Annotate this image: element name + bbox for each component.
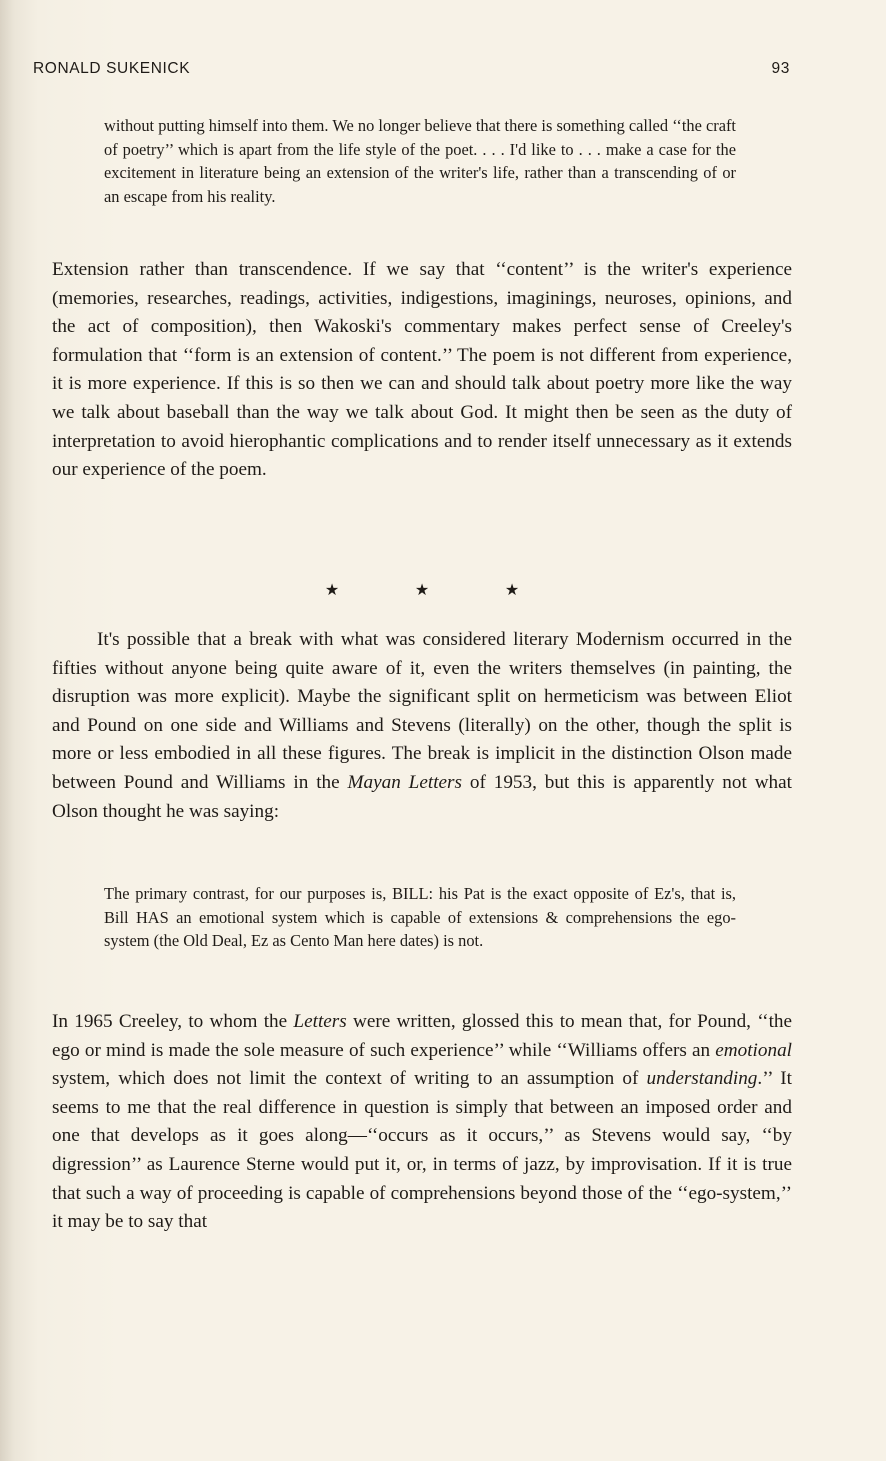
book-title-letters: Letters [293, 1011, 347, 1032]
paragraph-extension: Extension rather than transcendence. If we say that ‘‘content’’ is the writer's experience (memories, researches, readings, activities, indigestions, imaginings, neuroses, opinions, and the act of composition), then Wakoski's commentary makes perfect sense of Creeley's formulation that ‘‘form is an extension of content.’’ The poem is not different from experience, it is more experience. If this is so then we can and should talk about poetry more like the way we talk about baseball than the way we talk about God. It might then be seen as the duty of interpretation to avoid hierophantic complications and to render itself unnecessary as it extends our experience of the poem. [52, 259, 792, 481]
paragraph-text: system, which does not limit the context of writing to an assumption of [52, 1068, 647, 1090]
star-icon: ★ [504, 580, 520, 599]
paragraph-text: of 1953, but this is apparently not what Olson thought he was saying: [52, 771, 792, 822]
star-icon: ★ [414, 580, 430, 599]
paragraph-modernism-break [52, 626, 792, 826]
paragraph-text: were written, glossed this to mean that, for Pound, ‘‘the ego or mind is made the sole measure of such experience’’ while ‘‘Williams offers an [52, 1011, 793, 1061]
running-head-author: RONALD SUKENICK [33, 60, 191, 77]
block-quote-wakoski: without putting himself into them. We no longer believe that there is something called ‘‘the craft of poetry’’ which is apart from the life style of the poet. . . . I'd like to . . . make a case for the excitement in literature being an extension of the writer's life, rather than a transcending of or an escape from his reality. [104, 116, 736, 206]
paragraph-text: It's possible that a break with what was considered literary Modernism occurred in the fifties without anyone being quite aware of it, even the writers themselves (in painting, the disruption was more explicit). Maybe the significant split on hermeticism was between Eliot and Pound on one side and Williams and Stevens (literally) on the other, though the split is more or less embodied in all these figures. The break is implicit in the distinction Olson made between Pound and Williams in the [52, 629, 792, 793]
paragraph-text: In 1965 Creeley, to whom the [52, 1011, 294, 1032]
section-break-asterisks [322, 580, 522, 599]
block-quote-olson: The primary contrast, for our purposes is, BILL: his Pat is the exact opposite of Ez's, that is, Bill HAS an emotional system which is capable of extensions & comprehensions the ego-system (the Old Deal, Ez as Cento Man here dates) is not. [104, 884, 736, 950]
book-title-mayan-letters: Mayan Letters [347, 771, 462, 793]
star-icon: ★ [324, 580, 340, 599]
emphasis-understanding: understanding [646, 1068, 758, 1090]
running-head [33, 60, 790, 84]
paragraph-text: .’’ It seems to me that the real difference in question is simply that between an imposed order and one that develops as it goes along—‘‘occurs as it occurs,’’ as Stevens would say, ‘‘by digression’’ as Laurence Sterne would put it, or, in terms of jazz, by improvisation. If it is true that such a way of proceeding is capable of comprehensions beyond those of the ‘‘ego-system,’’ it may be to say that [52, 1068, 792, 1233]
paragraph-creeley-gloss [52, 1008, 792, 1237]
emphasis-emotional: emotional [715, 1039, 792, 1061]
page-number: 93 [771, 60, 790, 77]
